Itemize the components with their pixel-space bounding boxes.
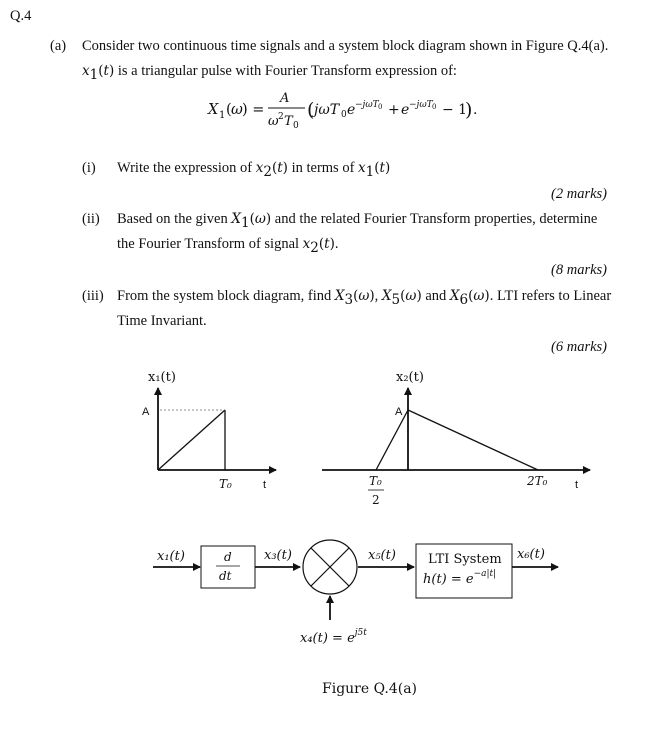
block-diagram xyxy=(153,540,558,646)
svg-text:−jωT: −jωT xyxy=(355,100,379,110)
svg-text:(: ( xyxy=(226,102,232,118)
plot1-x-tick: T₀ xyxy=(219,477,232,491)
diff-numerator: d xyxy=(224,550,232,564)
plot1-x-axis-label: t xyxy=(263,479,267,491)
svg-text:X: X xyxy=(208,102,219,118)
svg-text:ω: ω xyxy=(268,114,279,129)
subq-i-text: Write the expression of $x_2(t)$ in terms of $x_1(t)$ xyxy=(117,160,391,180)
plot2-amp-label: A xyxy=(395,406,403,418)
svg-text:2: 2 xyxy=(278,112,284,122)
plot1-ramp xyxy=(158,410,225,470)
fourier-transform-equation xyxy=(200,88,500,140)
svg-text:1: 1 xyxy=(219,110,226,121)
input-signal-label: x₁(t) xyxy=(157,549,185,564)
x5-label: x₅(t) xyxy=(368,548,396,563)
subq-ii-line2: the Fourier Transform of signal $x_2(t)$. xyxy=(117,236,339,256)
svg-text:0: 0 xyxy=(293,121,299,131)
svg-text:jωT: jωT xyxy=(314,102,340,118)
subq-iii-line2: Time Invariant. xyxy=(117,313,207,329)
svg-text:.: . xyxy=(473,102,478,118)
plot-x2 xyxy=(322,370,590,507)
subq-ii-label: (ii) xyxy=(82,211,100,227)
svg-text:T: T xyxy=(284,114,293,129)
x4-label: $x_4(t) = e^{j5t}$ xyxy=(300,628,367,646)
svg-text:): ) xyxy=(465,99,473,121)
diff-denominator: dt xyxy=(219,569,232,583)
subq-ii-line1: Based on the given $X_1(\omega)$ and the related Fourier Transform properties, determine xyxy=(117,211,598,231)
plot-x1 xyxy=(142,370,276,491)
intro-line-2: $x_1(t)$ is a triangular pulse with Fourier Transform expression of: xyxy=(82,63,457,83)
svg-text:e: e xyxy=(347,102,356,118)
plot1-y-label: x₁(t) xyxy=(148,370,176,385)
svg-text:ω: ω xyxy=(231,102,243,118)
plot2-x-tick-right: 2T₀ xyxy=(527,474,548,488)
svg-text:(: ( xyxy=(307,99,315,121)
figure-caption: Figure Q.4(a) xyxy=(322,681,418,697)
svg-text:− 1: − 1 xyxy=(442,102,468,118)
subq-ii-marks: (8 marks) xyxy=(551,262,607,278)
figure-q4a xyxy=(0,360,671,736)
plot1-amp-label: A xyxy=(142,406,150,418)
lti-title: LTI System xyxy=(428,552,502,567)
svg-text:0: 0 xyxy=(341,110,347,120)
subq-i-marks: (2 marks) xyxy=(551,186,607,202)
plot2-y-label: x₂(t) xyxy=(396,370,424,385)
svg-text:0: 0 xyxy=(432,103,437,111)
subq-i-label: (i) xyxy=(82,160,96,176)
svg-text:) =: ) = xyxy=(242,102,265,118)
plot2-x-axis-label: t xyxy=(575,479,579,491)
subq-iii-line1: From the system block diagram, find $X_3(\omega)$, $X_5(\omega)$ and $X_6(\omega)$. LTI refers to Linear xyxy=(117,288,612,308)
question-number: Q.4 xyxy=(10,8,32,24)
lti-impulse-response: $h(t) = e^{-a|t|}$ xyxy=(423,569,497,587)
subq-iii-label: (iii) xyxy=(82,288,104,304)
svg-text:+: + xyxy=(388,102,400,118)
svg-text:A: A xyxy=(280,91,290,106)
output-signal-label: x₆(t) xyxy=(517,547,545,562)
svg-text:−jωT: −jωT xyxy=(409,100,433,110)
svg-text:0: 0 xyxy=(378,103,383,111)
intro-line-1: Consider two continuous time signals and a system block diagram shown in Figure Q.4(a). xyxy=(82,38,609,54)
x3-label: x₃(t) xyxy=(264,548,292,563)
plot2-fall xyxy=(408,410,538,470)
svg-text:e: e xyxy=(401,102,410,118)
plot2-rise xyxy=(376,410,408,470)
plot2-x-tick-left-den: 2 xyxy=(372,493,380,507)
subq-iii-marks: (6 marks) xyxy=(551,339,607,355)
part-label: (a) xyxy=(50,38,67,54)
plot2-x-tick-left-num: T₀ xyxy=(369,474,382,488)
